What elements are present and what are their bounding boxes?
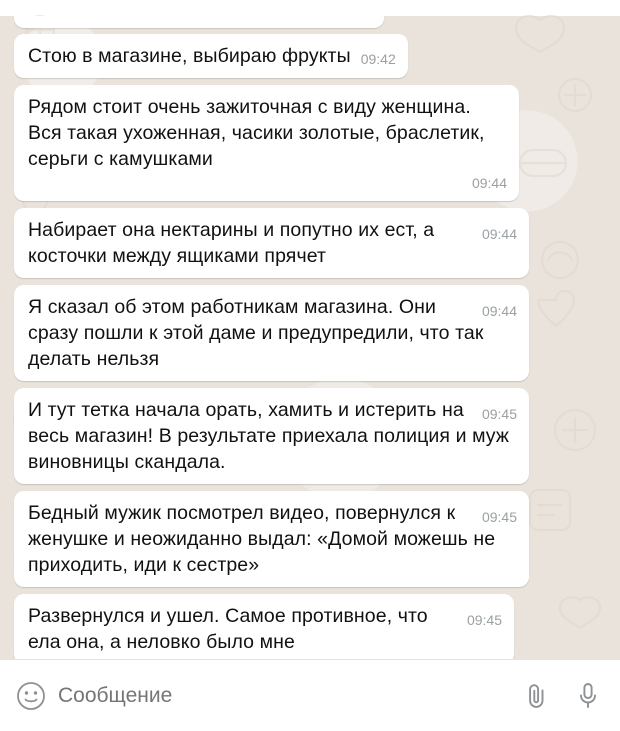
microphone-icon[interactable]: [576, 681, 600, 711]
message-bubble[interactable]: [14, 491, 529, 587]
message-input[interactable]: [58, 684, 514, 708]
smiley-icon[interactable]: [16, 681, 46, 711]
message-text: Я сказал об этом работникам магазина. Они сразу пошли к этой даме и предупредили, что так делать нельзя: [28, 296, 489, 370]
message-bubble[interactable]: [14, 388, 529, 484]
paperclip-icon[interactable]: [524, 681, 550, 711]
message-bubble[interactable]: [14, 594, 514, 659]
message-time: 09:44: [471, 175, 507, 191]
composer-actions: [514, 681, 600, 711]
message-text: И тут тетка начала орать, хамить и истерить на весь магазин! В результате приехала полиция и муж виновницы скандала.: [28, 399, 515, 473]
message-time: 09:44: [481, 303, 517, 319]
previous-message-stub: [14, 16, 384, 28]
message-text: Развернулся и ушел. Самое противное, что ела она, а неловко было мне: [28, 605, 434, 653]
message-bubble[interactable]: [14, 285, 529, 381]
message-text: Стою в магазине, выбираю фрукты: [28, 45, 351, 67]
message-time: 09:45: [481, 509, 517, 525]
message-composer[interactable]: [0, 659, 620, 731]
message-list[interactable]: [0, 16, 620, 659]
message-bubble[interactable]: [14, 208, 529, 278]
chat-top-spacer: [0, 0, 620, 16]
message-time: 09:45: [466, 612, 502, 628]
message-text: Бедный мужик посмотрел видео, повернулся к женушке и неожиданно выдал: «Домой можешь не приходить, иди к сестре»: [28, 502, 501, 576]
message-text: Набирает она нектарины и попутно их ест, а косточки между ящиками прячет: [28, 219, 440, 267]
message-time: 09:45: [481, 406, 517, 422]
message-text: Рядом стоит очень зажиточная с виду женщина. Вся такая ухоженная, часики золотые, браслетик, серьги с камушками: [28, 96, 491, 170]
message-time: 09:42: [360, 51, 396, 67]
message-bubble[interactable]: [14, 85, 519, 201]
message-bubble[interactable]: [14, 34, 408, 78]
message-time: 09:44: [481, 226, 517, 242]
